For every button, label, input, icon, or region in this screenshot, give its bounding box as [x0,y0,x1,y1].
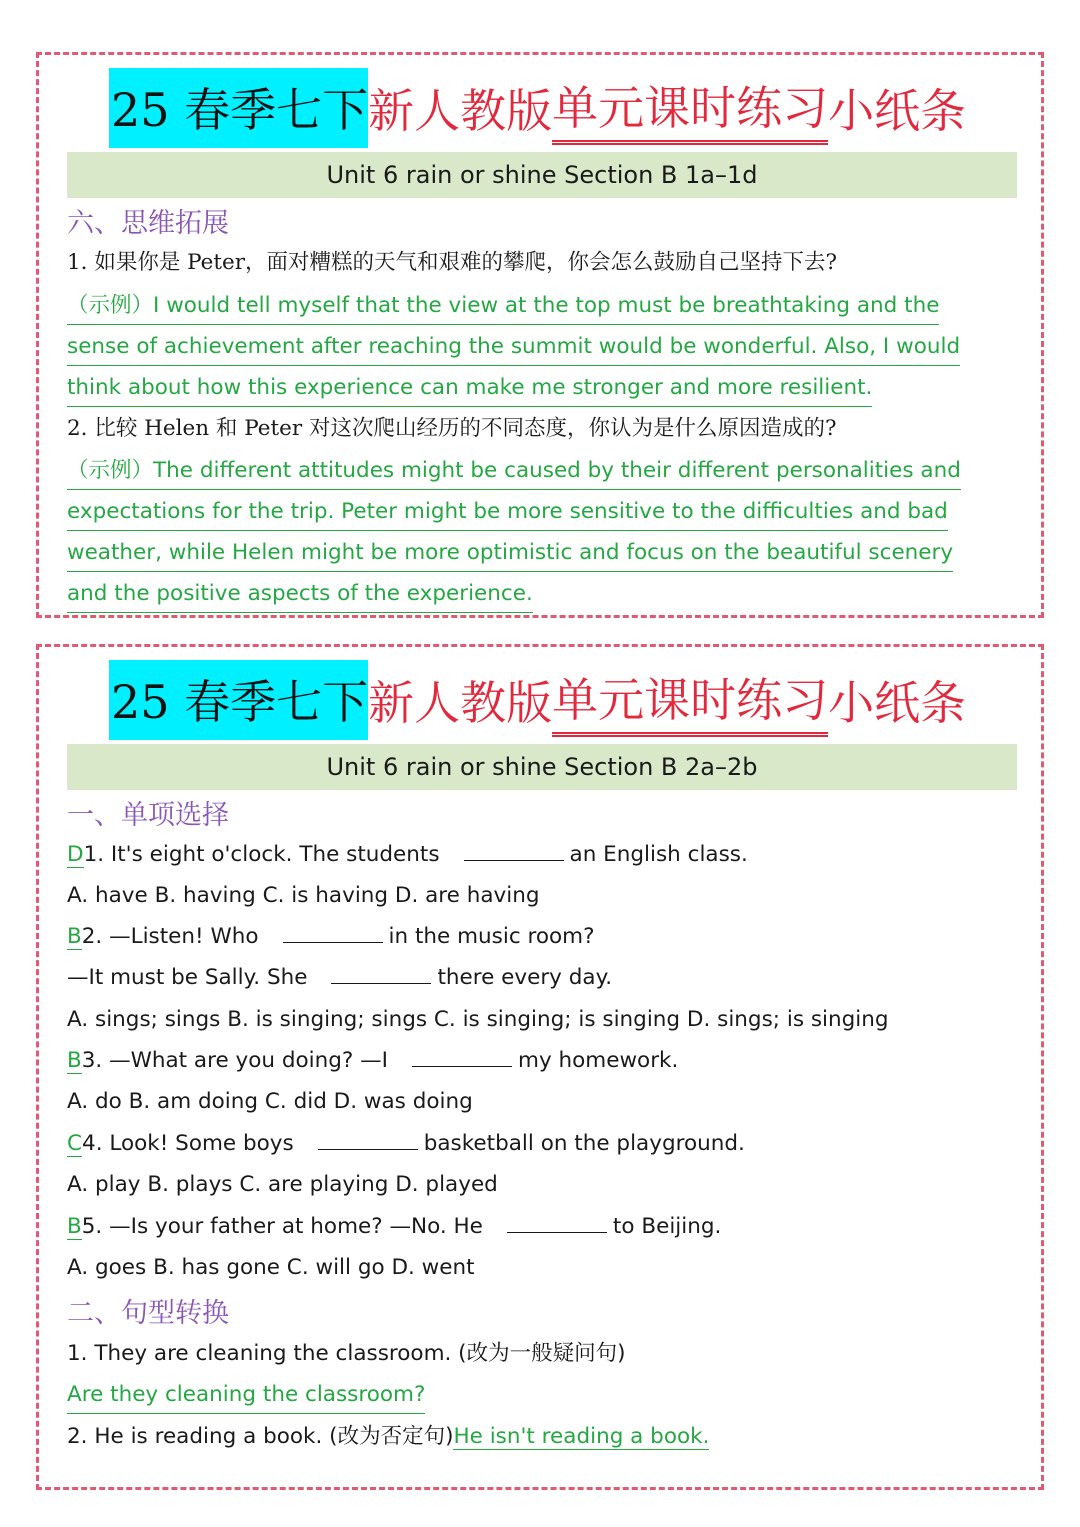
fill-blank [464,838,564,861]
question-stem-end: to Beijing. [612,1214,722,1239]
answer-1-line-3: think about how this experience can make me stronger and more resilient. [67,370,872,407]
section-title-2: 二、句型转换 [67,1298,229,1329]
transform-question-2 [67,1419,1027,1455]
fill-blank [507,1210,607,1233]
question-text: 1. They are cleaning the classroom. ( [67,1341,467,1366]
mc-options-4: A. play B. plays C. are playing D. played [67,1172,498,1197]
question-stem-end: there every day. [437,965,613,990]
title-end: 小纸条 [828,84,967,138]
answer-2-line-4: and the positive aspects of the experience. [67,576,533,613]
title-highlight: 25 春季七下 [109,660,368,740]
question-stem: 2. —Listen! Who [81,924,259,949]
answer-key: B [67,1048,82,1073]
title-end: 小纸条 [828,676,967,730]
question-close: ) [445,1424,454,1449]
card-title [109,69,966,147]
answer-prefix: （示例） [67,458,154,483]
question-stem-end: basketball on the playground. [423,1131,745,1156]
transform-question-1 [67,1336,1027,1372]
fill-blank [318,1127,418,1150]
mc-question-2-reply [67,960,1027,996]
mc-options-1: A. have B. having C. is having D. are having [67,883,540,908]
answer-key: B [67,924,82,949]
answer-key: B [67,1214,82,1239]
answer-prefix: （示例） [67,293,154,318]
answer-1-line-2: sense of achievement after reaching the summit would be wonderful. Also, I would [67,329,960,366]
answer-text: The different attitudes might be caused by their different personalities and [153,458,961,483]
title-part: 新人教版 [368,84,553,138]
question-2: 2. 比较 Helen 和 Peter 对这次爬山经历的不同态度，你认为是什么原因造成的? [67,416,837,441]
question-stem: 3. —What are you doing? —I [81,1048,388,1073]
question-close: ) [617,1341,626,1366]
title-highlight: 25 春季七下 [109,68,368,148]
transform-answer-1: Are they cleaning the classroom? [67,1377,425,1414]
unit-subtitle: Unit 6 rain or shine Section B 1a–1d [67,152,1017,198]
answer-2-line-3: weather, while Helen might be more optimistic and focus on the beautiful scenery [67,535,953,572]
question-stem: 4. Look! Some boys [82,1131,294,1156]
section-title-1: 一、单项选择 [67,800,229,831]
question-stem: 5. —Is your father at home? —No. He [81,1214,483,1239]
card-title [109,661,966,739]
question-1: 1. 如果你是 Peter，面对糟糕的天气和艰难的攀爬，你会怎么鼓励自己坚持下去? [67,250,838,275]
mc-options-5: A. goes B. has gone C. will go D. went [67,1255,475,1280]
question-instruction: 改为一般疑问句 [466,1341,618,1366]
worksheet-card-2 [36,644,1044,1490]
answer-1-line-1 [67,288,939,325]
mc-options-3: A. do B. am doing C. did D. was doing [67,1089,473,1114]
section-title: 六、思维拓展 [67,208,229,239]
title-underlined-part: 单元课时练习 [552,664,828,737]
question-text: 2. He is reading a book. ( [67,1424,338,1449]
question-stem: 1. It's eight o'clock. The students [83,842,440,867]
question-stem: —It must be Sally. She [67,965,308,990]
fill-blank [412,1044,512,1067]
question-stem-end: my homework. [518,1048,679,1073]
worksheet-card-1 [36,52,1044,618]
title-underlined-part: 单元课时练习 [552,72,828,145]
mc-question-5 [67,1209,1027,1245]
transform-answer-2: He isn't reading a book. [453,1424,710,1449]
question-stem-end: an English class. [569,842,748,867]
question-instruction: 改为否定句 [337,1424,446,1449]
answer-key: C [67,1131,83,1156]
mc-options-2: A. sings; sings B. is singing; sings C. is singing; is singing D. sings; is singing [67,1007,889,1032]
title-part: 新人教版 [368,676,553,730]
mc-question-3 [67,1043,1027,1079]
mc-question-1 [67,837,1027,873]
answer-2-line-2: expectations for the trip. Peter might be more sensitive to the difficulties and bad [67,494,948,531]
answer-2-line-1 [67,453,961,490]
question-stem-end: in the music room? [388,924,595,949]
unit-subtitle: Unit 6 rain or shine Section B 2a–2b [67,744,1017,790]
mc-question-4 [67,1126,1027,1162]
fill-blank [331,961,431,984]
answer-key: D [67,842,84,867]
fill-blank [283,920,383,943]
mc-question-2 [67,919,1027,955]
answer-text: I would tell myself that the view at the top must be breathtaking and the [153,293,940,318]
